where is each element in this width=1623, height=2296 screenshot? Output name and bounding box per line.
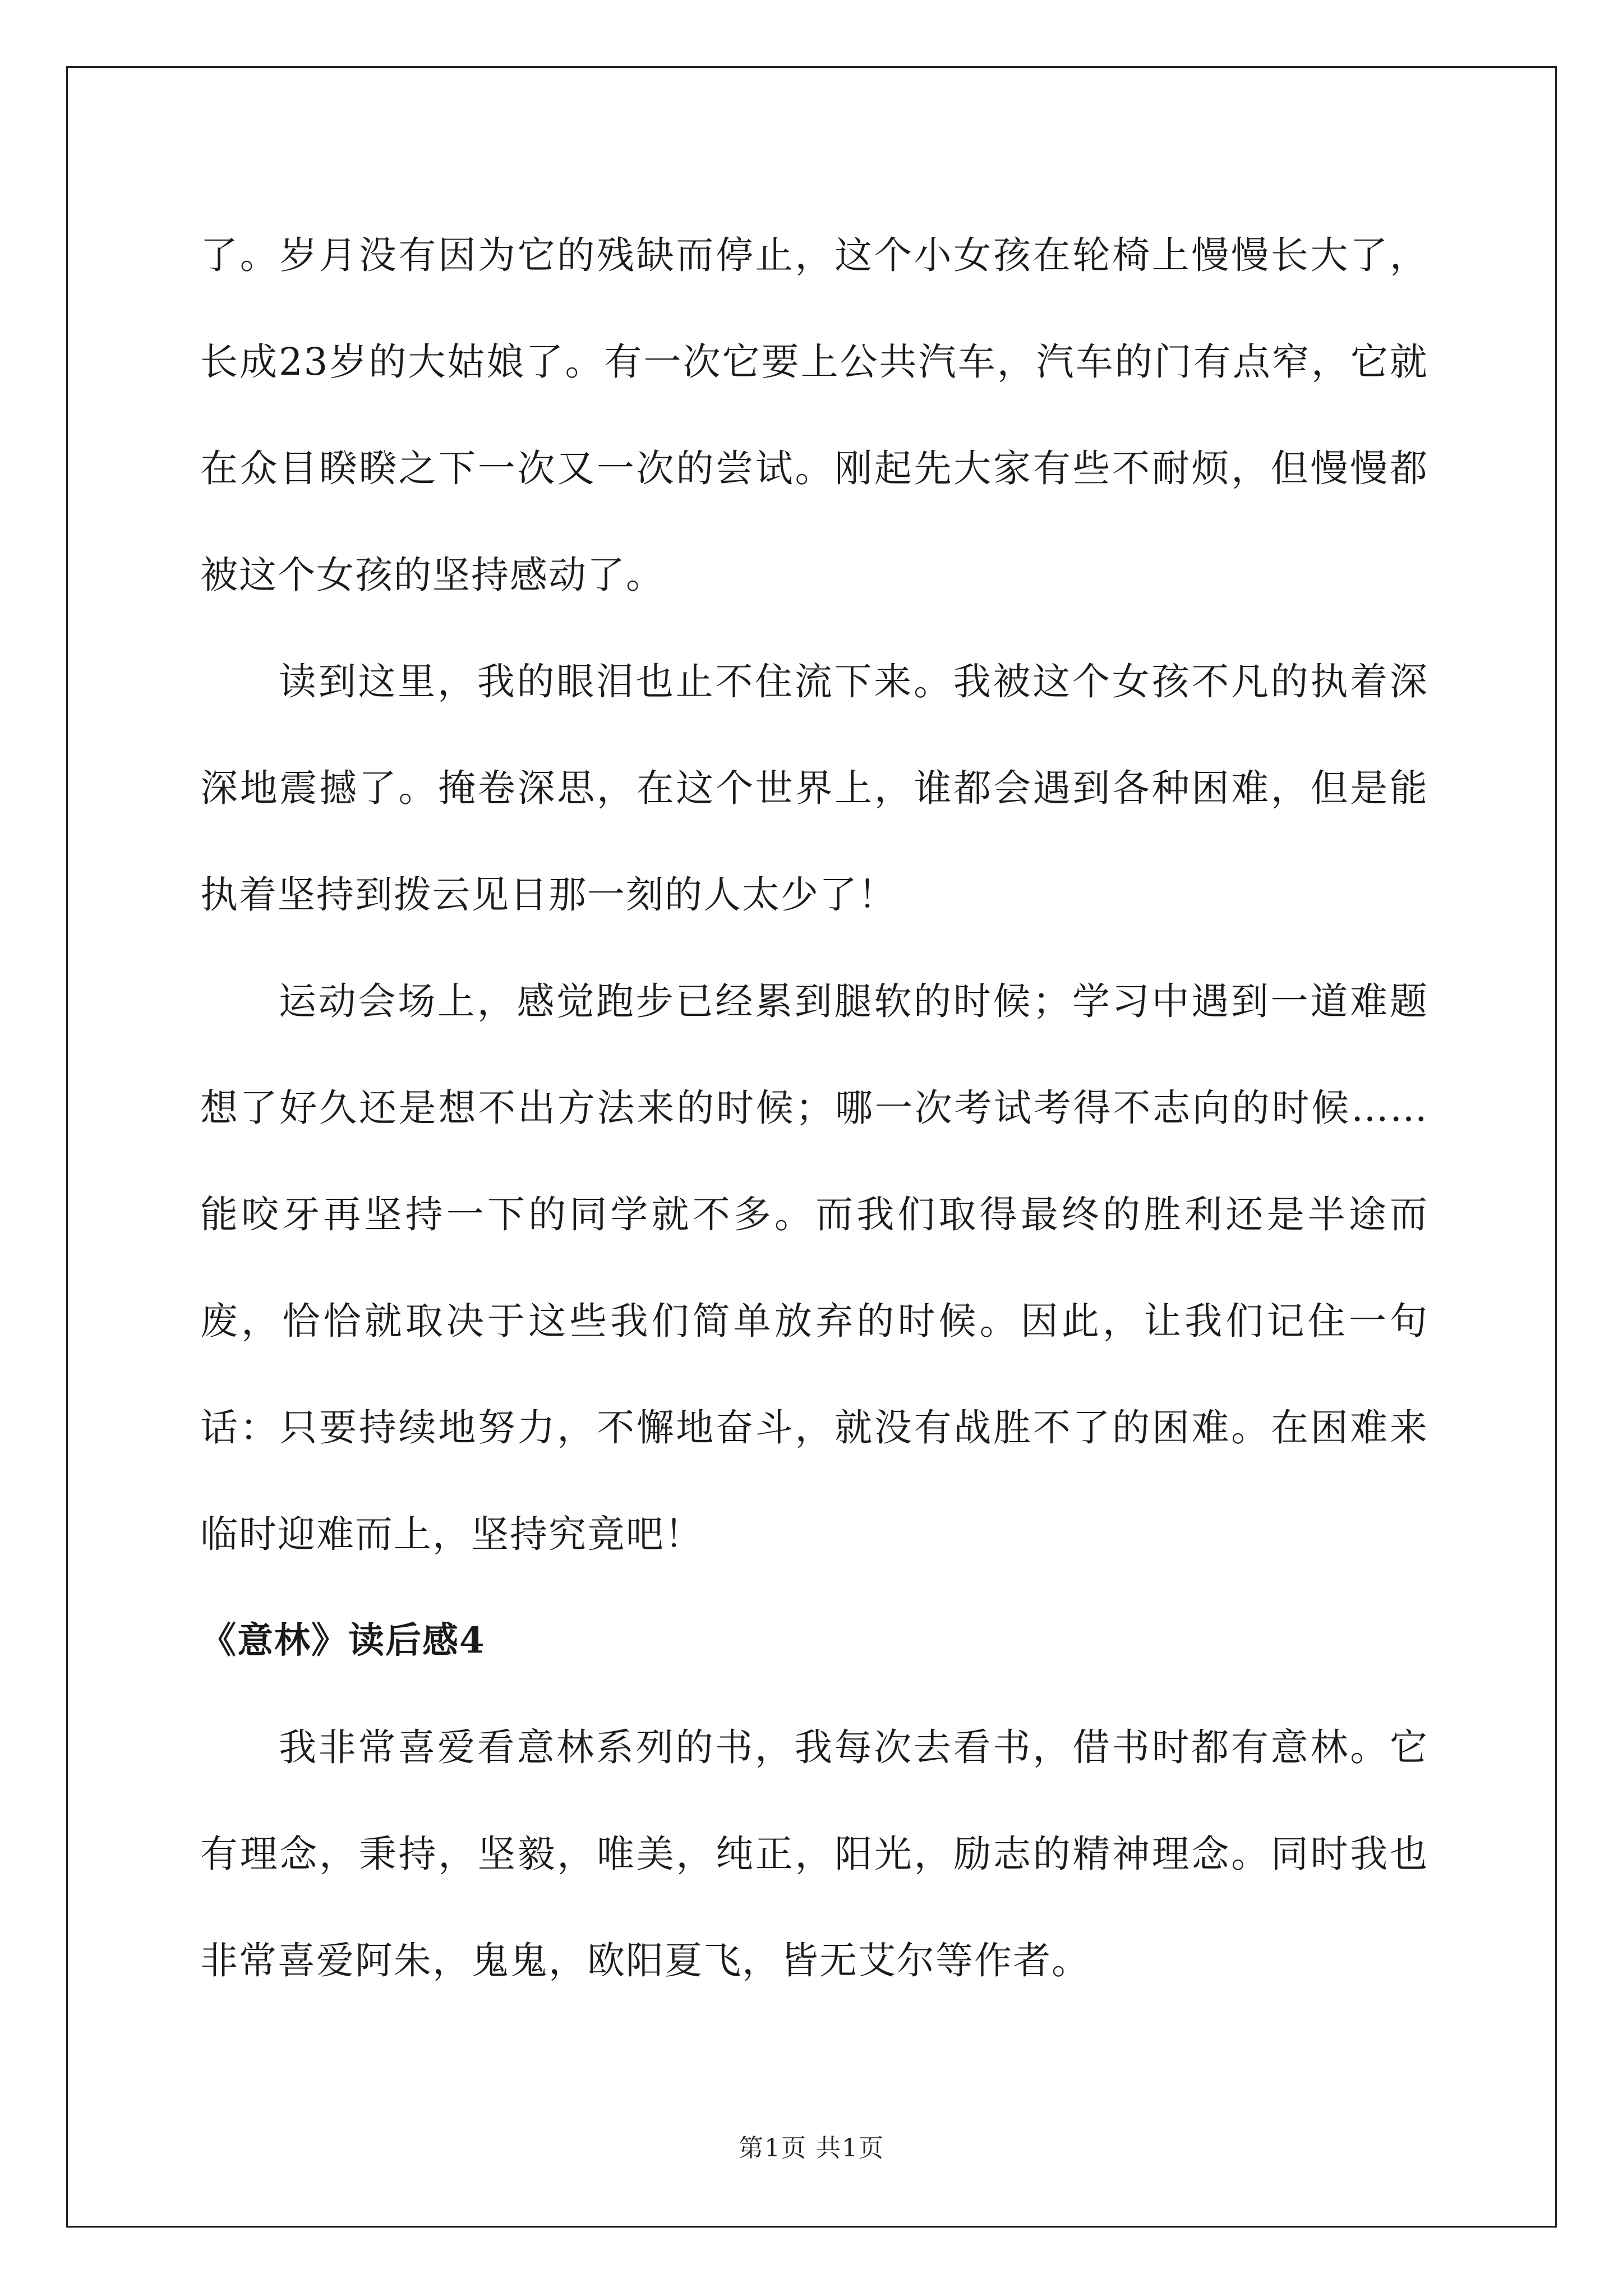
- paragraph: 我非常喜爱看意林系列的书，我每次去看书，借书时都有意林。它有理念，秉持，坚毅，唯美，纯正，阳光，励志的精神理念。同时我也非常喜爱阿朱，鬼鬼，欧阳夏飞，皆无艾尔等作者。: [200, 1726, 1428, 1982]
- document-body: [200, 202, 1428, 2014]
- page-footer: 第1页 共1页: [739, 2134, 884, 2162]
- paragraph: 运动会场上，感觉跑步已经累到腿软的时候；学习中遇到一道难题想了好久还是想不出方法来的时候；哪一次考试考得不志向的时候……能咬牙再坚持一下的同学就不多。而我们取得最终的胜利还是半途而废，恰恰就取决于这些我们简单放弃的时候。因此，让我们记住一句话：只要持续地努力，不懈地奋斗，就没有战胜不了的困难。在困难来临时迎难而上，坚持究竟吧！: [200, 979, 1428, 1556]
- paragraph: 读到这里，我的眼泪也止不住流下来。我被这个女孩不凡的执着深深地震撼了。掩卷深思，在这个世界上，谁都会遇到各种困难，但是能执着坚持到拨云见日那一刻的人太少了！: [200, 660, 1428, 917]
- section-title: 《意林》读后感4: [200, 1619, 486, 1662]
- paragraph: 了。岁月没有因为它的残缺而停止，这个小女孩在轮椅上慢慢长大了，长成23岁的大姑娘了。有一次它要上公共汽车，汽车的门有点窄，它就在众目睽睽之下一次又一次的尝试。刚起先大家有些不耐烦，但慢慢都被这个女孩的坚持感动了。: [200, 233, 1428, 597]
